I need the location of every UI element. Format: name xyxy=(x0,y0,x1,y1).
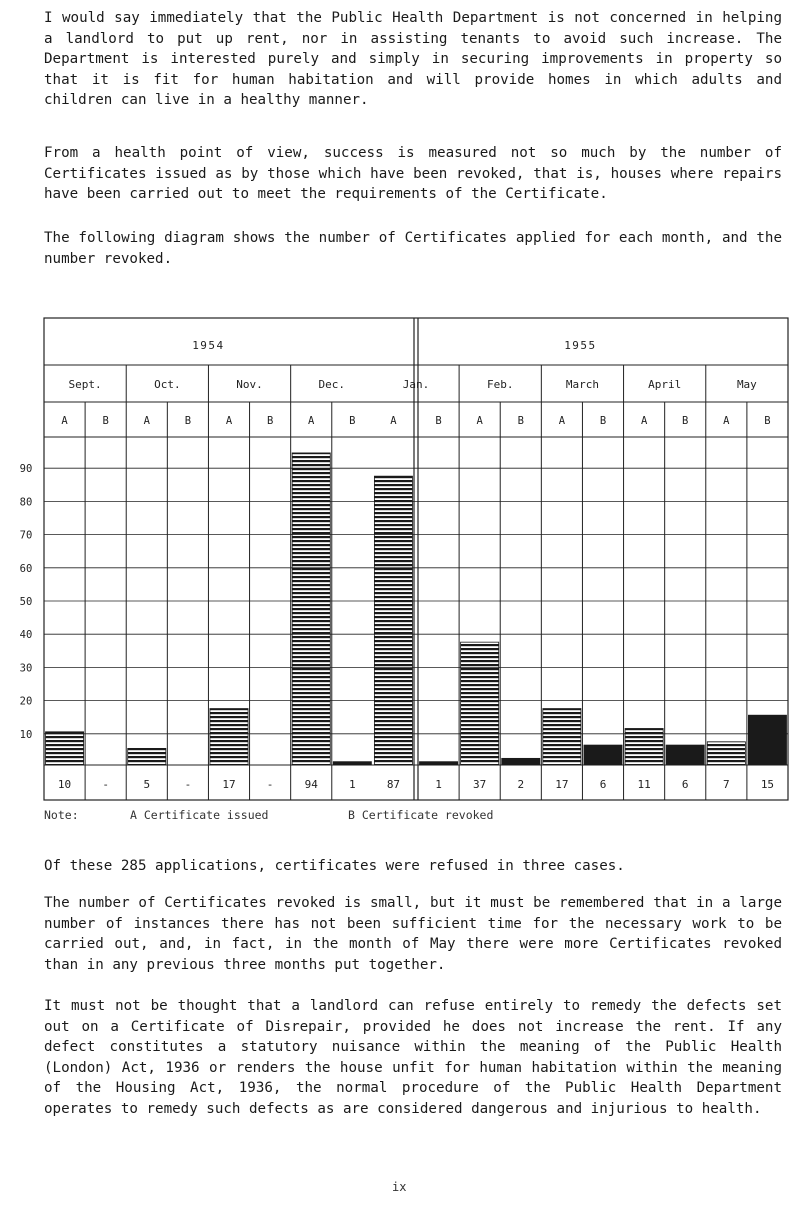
paragraph-diagram-intro: The following diagram shows the number of Certificates applied for each month, and the number revoked. xyxy=(44,230,782,267)
y-tick-label: 80 xyxy=(19,496,33,509)
bar-issued xyxy=(543,709,581,765)
note-label: Note: xyxy=(44,808,79,822)
sub-column-label: A xyxy=(390,415,397,427)
value-label: 17 xyxy=(555,778,569,791)
bar-issued xyxy=(374,476,412,765)
sub-column-label: B xyxy=(184,415,192,427)
value-label: - xyxy=(102,778,109,791)
sub-column-label: A xyxy=(476,415,483,427)
sub-column-label: A xyxy=(61,415,68,427)
y-tick-label: 40 xyxy=(19,629,33,642)
page-number: ix xyxy=(392,1180,407,1194)
paragraph-success-measure: From a health point of view, success is measured not so much by the number of Certificates issued as by those which have been revoked, that is, houses where repairs have been carried out to meet the requirements of the Certificate. xyxy=(44,145,782,202)
value-label: 6 xyxy=(681,778,689,791)
bar-issued xyxy=(128,748,166,765)
month-label: Feb. xyxy=(486,378,514,391)
bar-issued xyxy=(707,742,745,765)
bar-revoked xyxy=(584,745,622,765)
value-label: 2 xyxy=(517,778,525,791)
sub-column-label: B xyxy=(266,415,274,427)
value-label: - xyxy=(184,778,192,791)
paragraph-refused: Of these 285 applications, certificates were refused in three cases. xyxy=(44,858,625,874)
bar-revoked xyxy=(420,762,458,765)
value-label: - xyxy=(266,778,274,791)
value-label: 37 xyxy=(473,778,487,791)
value-label: 1 xyxy=(435,778,442,791)
month-label: Jan. xyxy=(402,378,430,391)
sub-column-label: B xyxy=(764,415,771,427)
y-tick-label: 10 xyxy=(19,728,33,741)
sub-column-label: A xyxy=(143,415,150,427)
sub-column-label: A xyxy=(640,415,648,427)
paragraph-landlord-remedy: It must not be thought that a landlord can refuse entirely to remedy the defects set out on a Certificate of Disrepair, provided he does not increase the rent. If any defect constitutes a statutory nuisance within the meaning of the Public Health (London) Act, 1936 or renders the house unfit for human habitation within the meaning of the Housing Act, 1936, the normal procedure of the Public Health Department operates to remedy such defects as are considered dangerous and injurious to health. xyxy=(44,998,782,1117)
y-tick-label: 30 xyxy=(19,662,33,675)
value-label: 11 xyxy=(637,778,651,791)
sub-column-label: B xyxy=(682,415,689,427)
y-tick-label: 50 xyxy=(19,596,33,608)
value-label: 6 xyxy=(599,778,607,791)
value-label: 5 xyxy=(143,778,151,791)
sub-column-label: B xyxy=(102,415,109,427)
bar-issued xyxy=(210,709,248,765)
value-label: 17 xyxy=(222,778,236,791)
year-label: 1954 xyxy=(192,339,225,352)
month-label: March xyxy=(565,378,600,391)
value-label: 1 xyxy=(349,778,356,791)
sub-column-label: B xyxy=(349,415,356,427)
bar-revoked xyxy=(666,745,704,765)
bar-issued xyxy=(625,728,663,765)
note-legend-a: A Certificate issued xyxy=(130,808,269,822)
sub-column-label: A xyxy=(308,415,315,427)
bar-revoked xyxy=(333,762,371,765)
y-tick-label: 60 xyxy=(19,562,33,575)
sub-column-label: A xyxy=(225,415,233,427)
value-label: 87 xyxy=(386,778,401,791)
month-label: May xyxy=(736,378,757,391)
sub-column-label: B xyxy=(599,415,607,427)
y-tick-label: 70 xyxy=(19,529,33,542)
y-tick-label: 20 xyxy=(19,695,33,708)
sub-column-label: A xyxy=(558,415,566,427)
bar-issued xyxy=(461,642,499,765)
y-tick-label: 90 xyxy=(19,463,33,476)
value-label: 10 xyxy=(57,778,72,791)
month-label: Dec. xyxy=(318,378,346,391)
bar-issued xyxy=(46,732,84,765)
bar-issued xyxy=(292,453,330,765)
value-label: 94 xyxy=(304,778,318,791)
paragraph-intro: I would say immediately that the Public Health Department is not concerned in helping a landlord to put up rent, nor in assisting tenants to avoid such increase. The Department is interested purely and simply in securing improvements in property so that it is fit for human habitation and will provide homes in which adults and children can live in a healthy manner. xyxy=(44,10,782,108)
month-label: Oct. xyxy=(154,378,181,391)
month-label: April xyxy=(648,378,682,391)
month-label: Sept. xyxy=(68,378,102,391)
sub-column-label: B xyxy=(435,415,442,427)
bar-revoked xyxy=(502,758,540,765)
sub-column-label: A xyxy=(723,415,730,427)
value-label: 7 xyxy=(723,778,730,791)
value-label: 15 xyxy=(760,778,775,791)
bar-revoked xyxy=(748,715,786,765)
sub-column-label: B xyxy=(517,415,524,427)
month-label: Nov. xyxy=(236,378,263,391)
note-legend-b: B Certificate revoked xyxy=(348,808,494,822)
certificates-chart xyxy=(0,300,800,805)
paragraph-revoked-small: The number of Certificates revoked is small, but it must be remembered that in a large number of instances there has not been sufficient time for the necessary work to be carried out, and, in fact, in the month of May there were more Certificates revoked than in any previous three months put together. xyxy=(44,895,782,973)
year-label: 1955 xyxy=(564,339,597,352)
